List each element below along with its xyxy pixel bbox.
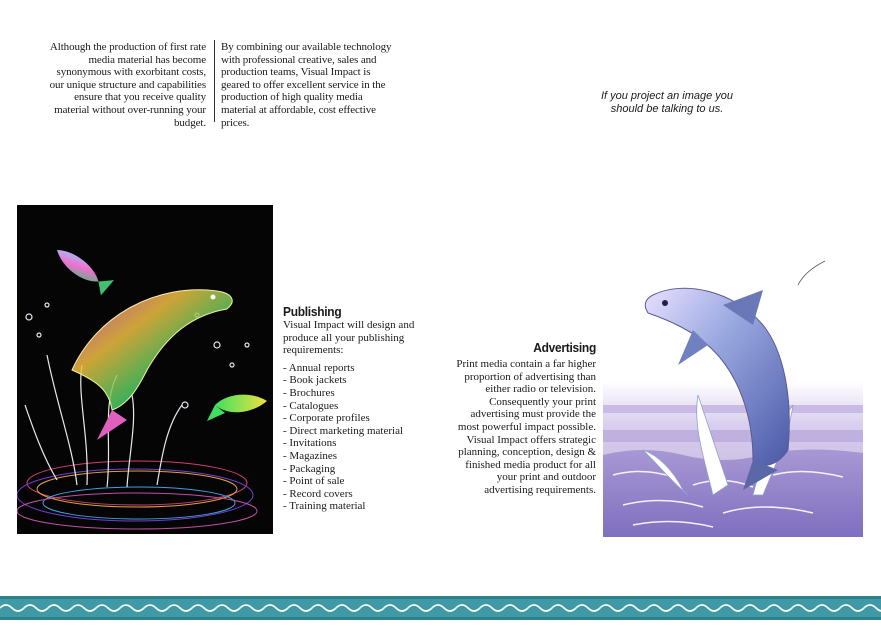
tagline: If you project an image you should be talking to us. [600, 90, 734, 115]
list-item: - Training material [283, 500, 366, 513]
list-item: - Point of sale [283, 475, 345, 488]
publishing-fish-illustration [17, 205, 273, 534]
publishing-heading: Publishing [283, 304, 342, 319]
advertising-heading: Advertising [533, 340, 596, 355]
publishing-list [283, 362, 423, 513]
advertising-fish-illustration [603, 255, 863, 537]
list-item: - Invitations [283, 437, 337, 450]
list-item: - Catalogues [283, 399, 339, 412]
list-item: - Corporate profiles [283, 412, 370, 425]
list-item: - Brochures [283, 386, 335, 399]
decorative-wave-band [0, 596, 881, 620]
advertising-section [456, 340, 596, 497]
intro-right-paragraph: By combining our available technology with professional creative, sales and production teams, Visual Impact is geared to offer excellent service in the production of high quality media material at affordable, cost effective prices. [221, 41, 392, 129]
publishing-body: Visual Impact will design and produce all your publishing requirements: [283, 319, 415, 357]
list-item: - Annual reports [283, 361, 355, 374]
list-item: - Book jackets [283, 374, 347, 387]
list-item: - Direct marketing material [283, 424, 404, 437]
list-item: - Record covers [283, 487, 353, 500]
advertising-body: Print media contain a far higher proportion of advertising than either radio or television. Consequently your print advertising must provide the most powerful impact possible. Visual Impact offers strategic planning, conception, design & finished media product for all your print and outdoor advertising requirements. [456, 358, 596, 496]
intro-left-paragraph: Although the production of first rate media material has become synonymous with exorbitant costs, our unique structure and capabilities ensure that you receive quality material without over-running your budget. [49, 41, 206, 129]
list-item: - Magazines [283, 449, 338, 462]
intro-divider [214, 40, 215, 122]
publishing-section [283, 304, 423, 513]
list-item: - Packaging [283, 462, 336, 475]
